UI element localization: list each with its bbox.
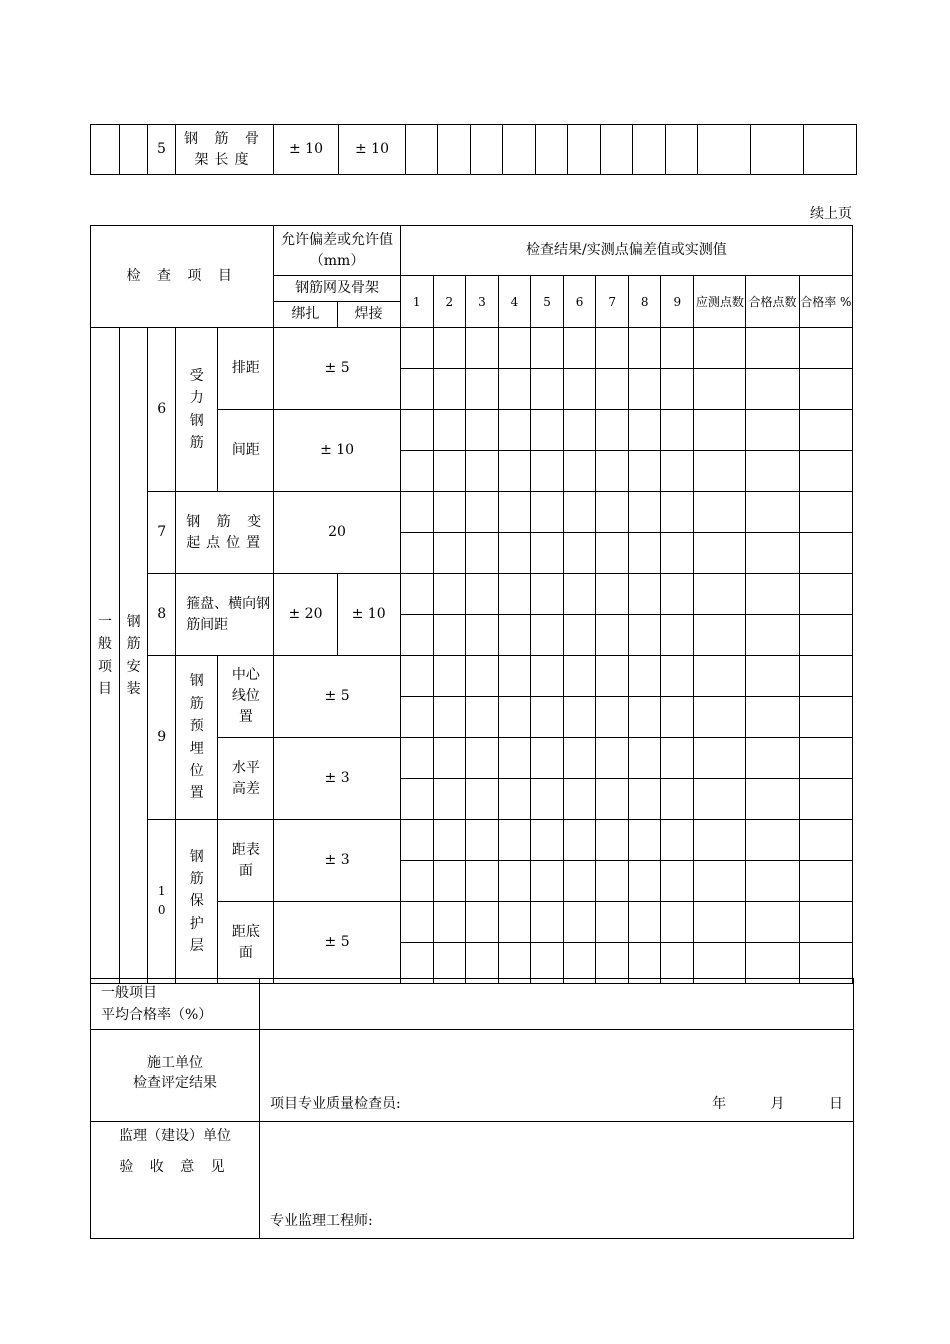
date-label: 年 月 日 [712, 1096, 843, 1112]
item-number: 5 [148, 125, 176, 175]
col-8: 8 [629, 276, 661, 328]
construction-result-label: 施工单位 检查评定结果 [91, 1030, 260, 1122]
item-6b-value: ± 10 [274, 410, 400, 492]
average-rate-label: 一般项目 平均合格率（%） [91, 979, 260, 1030]
tolerance-weld: ± 10 [339, 125, 406, 175]
item-6a-value: ± 5 [274, 328, 400, 410]
allowance-header: 允许偏差或允许值（mm） [274, 226, 400, 276]
bind-header: 绑扎 [274, 302, 337, 328]
item-6-number: 6 [148, 328, 176, 492]
item-10-number: 10 [148, 820, 176, 984]
item-6b-label: 间距 [218, 410, 274, 492]
col-5: 5 [530, 276, 563, 328]
should-points-header: 应测点数 [694, 276, 746, 328]
item-9a-value: ± 5 [274, 656, 400, 738]
item-9-number: 9 [148, 656, 176, 820]
engineer-label: 专业监理工程师: [270, 1213, 373, 1229]
results-header: 检查结果/实测点偏差值或实测值 [400, 226, 852, 276]
table-row [91, 125, 857, 175]
col-2: 2 [433, 276, 465, 328]
col-9: 9 [661, 276, 694, 328]
rebar-install-label: 钢筋安装 [120, 328, 148, 984]
col-4: 4 [498, 276, 530, 328]
item-7-value: 20 [274, 492, 400, 574]
top-row-table [90, 124, 857, 175]
check-item-header: 检 查 项 目 [91, 226, 274, 328]
footer-table [90, 978, 854, 1239]
continued-label: 续上页 [810, 206, 852, 222]
item-8-name: 箍盘、横向钢筋间距 [176, 574, 274, 656]
col-1: 1 [400, 276, 433, 328]
item-10b-value: ± 5 [274, 902, 400, 984]
col-3: 3 [465, 276, 498, 328]
average-rate-value[interactable] [260, 979, 854, 1030]
item-6a-label: 排距 [218, 328, 274, 410]
inspector-label: 项目专业质量检查员: [270, 1096, 401, 1112]
general-items-label: 一般项目 [91, 328, 120, 984]
item-10-name: 钢筋保护层 [176, 820, 218, 984]
item-7-name: 钢 筋 变 起点位置 [176, 492, 274, 574]
tolerance-bind: ± 10 [274, 125, 339, 175]
main-table [90, 225, 853, 984]
col-6: 6 [564, 276, 596, 328]
item-9b-value: ± 3 [274, 738, 400, 820]
construction-result-field[interactable] [260, 1030, 854, 1122]
item-10a-value: ± 3 [274, 820, 400, 902]
item-9a-label: 中心线位置 [218, 656, 274, 738]
col-7: 7 [596, 276, 629, 328]
item-8-number: 8 [148, 574, 176, 656]
qualified-points-header: 合格点数 [746, 276, 799, 328]
item-10a-label: 距表面 [218, 820, 274, 902]
acceptance-label: 验 收 意 见 [119, 1159, 231, 1175]
item-10b-label: 距底面 [218, 902, 274, 984]
item-name: 钢 筋 骨 架长度 [176, 125, 274, 175]
mesh-header: 钢筋网及骨架 [274, 276, 400, 302]
item-8-weld-value: ± 10 [337, 574, 400, 656]
rate-header: 合格率 % [799, 276, 852, 328]
item-8-bind-value: ± 20 [274, 574, 337, 656]
supervision-field[interactable] [260, 1122, 854, 1239]
item-6-name: 受力钢筋 [176, 328, 218, 492]
item-9-name: 钢筋预埋位置 [176, 656, 218, 820]
item-9b-label: 水平高差 [218, 738, 274, 820]
item-7-number: 7 [148, 492, 176, 574]
weld-header: 焊接 [337, 302, 400, 328]
supervision-label: 监理（建设）单位 验 收 意 见 [91, 1122, 260, 1239]
